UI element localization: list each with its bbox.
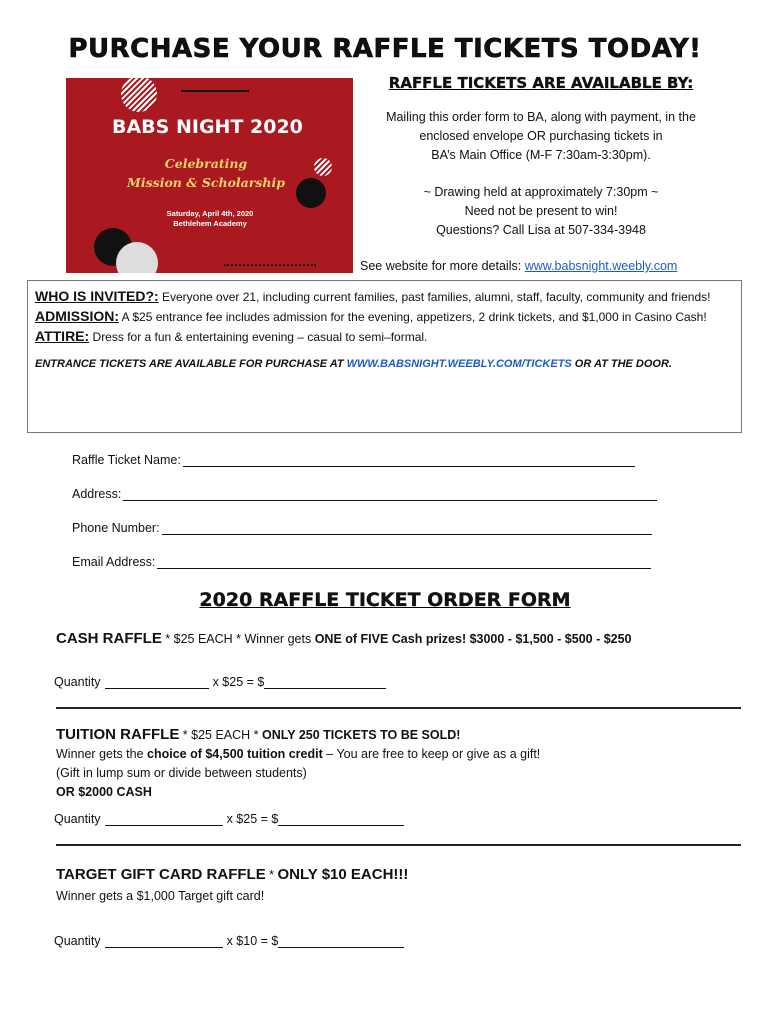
address-label: Address: — [72, 487, 122, 501]
admission-label: ADMISSION: — [35, 308, 119, 324]
tuition-winner-line — [56, 745, 540, 764]
phone-input[interactable] — [162, 520, 652, 535]
striped-circle-decoration — [121, 78, 157, 112]
tuition-raffle-heading — [56, 726, 460, 743]
tuition-raffle-name: TUITION RAFFLE — [56, 726, 180, 743]
availability-line: BA’s Main Office (M-F 7:30am-3:30pm). — [431, 148, 651, 162]
cash-quantity-input[interactable] — [105, 675, 209, 689]
target-quantity-label: Quantity — [54, 934, 101, 948]
entrance-tickets — [35, 355, 734, 374]
poster-date-text: Saturday, April 4th, 2020 — [166, 209, 254, 218]
availability-heading: RAFFLE TICKETS ARE AVAILABLE BY: — [388, 74, 694, 92]
raffle-name-input[interactable] — [183, 452, 635, 467]
phone-field — [72, 520, 652, 535]
tuition-winner-suffix: – You are free to keep or give as a gift! — [322, 747, 541, 761]
section-divider — [56, 844, 741, 846]
cash-raffle-price: * $25 EACH * Winner gets — [161, 632, 315, 646]
attire-text: Dress for a fun & entertaining evening – casual to semi–formal. — [89, 330, 428, 344]
event-poster — [66, 78, 353, 273]
tuition-quantity-label: Quantity — [54, 812, 101, 826]
cash-quantity-label: Quantity — [54, 675, 101, 689]
phone-label: Phone Number: — [72, 521, 160, 535]
tuition-quantity-row — [54, 812, 408, 826]
event-info-box — [27, 280, 742, 433]
drawing-info — [360, 183, 722, 240]
availability-line: Mailing this order form to BA, along with payment, in the — [386, 110, 696, 124]
target-raffle-price: ONLY $10 EACH!!! — [277, 866, 409, 883]
attire-label: ATTIRE: — [35, 328, 90, 344]
website-label: See website for more details: — [360, 259, 522, 273]
admission — [35, 307, 734, 327]
target-raffle-name: TARGET GIFT CARD RAFFLE — [56, 866, 266, 883]
address-field — [72, 486, 657, 501]
raffle-name-label: Raffle Ticket Name: — [72, 453, 181, 467]
gray-circle-decoration — [116, 242, 158, 273]
target-raffle-star: * — [265, 868, 278, 882]
cash-multiplier: x $25 = $ — [212, 675, 265, 689]
cash-raffle-name: CASH RAFFLE — [56, 630, 162, 647]
who-invited — [35, 287, 734, 307]
website-line — [360, 259, 677, 273]
page-title: PURCHASE YOUR RAFFLE TICKETS TODAY! — [68, 34, 702, 64]
email-input[interactable] — [157, 554, 651, 569]
drawing-time: ~ Drawing held at approximately 7:30pm ~ — [423, 185, 659, 199]
target-multiplier: x $10 = $ — [226, 934, 279, 948]
entrance-prefix: ENTRANCE TICKETS ARE AVAILABLE FOR PURCHASE AT — [35, 358, 347, 370]
cash-raffle-heading — [56, 630, 632, 647]
tuition-winner-prefix: Winner gets the — [56, 747, 148, 761]
availability-line: enclosed envelope OR purchasing tickets in — [419, 129, 663, 143]
cash-quantity-row — [54, 675, 390, 689]
poster-date — [140, 209, 280, 229]
poster-title: BABS NIGHT 2020 — [112, 116, 303, 138]
website-link[interactable]: www.babsnight.weebly.com — [524, 259, 678, 273]
section-divider — [56, 707, 741, 709]
cash-raffle-prizes: ONE of FIVE Cash prizes! $3000 - $1,500 - $500 - $250 — [314, 632, 632, 646]
tuition-gift-note: (Gift in lump sum or divide between students) — [56, 766, 307, 780]
poster-tagline — [126, 154, 286, 192]
tickets-link[interactable]: WWW.BABSNIGHT.WEEBLY.COM/TICKETS — [346, 358, 572, 370]
tuition-raffle-limit: ONLY 250 TICKETS TO BE SOLD! — [262, 728, 461, 742]
presence-note: Need not be present to win! — [464, 204, 618, 218]
raffle-name-field — [72, 452, 635, 467]
cash-total-input[interactable] — [264, 675, 386, 689]
poster-venue-text: Bethlehem Academy — [173, 219, 247, 228]
target-total-input[interactable] — [278, 934, 404, 948]
admission-text: A $25 entrance fee includes admission for the evening, appetizers, 2 drink tickets, and $1,000 in Casino Cash! — [119, 310, 707, 324]
poster-tagline-line1: Celebrating — [164, 156, 248, 171]
contact-line: Questions? Call Lisa at 507-334-3948 — [436, 223, 646, 237]
tuition-multiplier: x $25 = $ — [226, 812, 279, 826]
target-quantity-row — [54, 934, 408, 948]
tuition-raffle-price: * $25 EACH * — [179, 728, 263, 742]
tuition-quantity-input[interactable] — [105, 812, 223, 826]
entrance-suffix: OR AT THE DOOR. — [571, 358, 672, 370]
order-form-title: 2020 RAFFLE TICKET ORDER FORM — [199, 589, 571, 611]
target-raffle-heading — [56, 866, 408, 883]
tuition-total-input[interactable] — [278, 812, 404, 826]
tuition-raffle-details — [56, 745, 540, 802]
who-invited-text: Everyone over 21, including current families, past families, alumni, staff, faculty, community and friends! — [158, 290, 711, 304]
email-label: Email Address: — [72, 555, 156, 569]
striped-circle-decoration — [314, 158, 332, 176]
attire — [35, 327, 734, 347]
availability-text — [360, 108, 722, 165]
tuition-winner-prize: choice of $4,500 tuition credit — [147, 747, 323, 761]
target-winner-line: Winner gets a $1,000 Target gift card! — [56, 889, 265, 903]
address-input[interactable] — [123, 486, 657, 501]
email-field — [72, 554, 651, 569]
black-circle-decoration — [296, 178, 326, 208]
who-invited-label: WHO IS INVITED?: — [35, 288, 159, 304]
tuition-cash-alternative: OR $2000 CASH — [56, 785, 152, 799]
poster-tagline-line2: Mission & Scholarship — [127, 175, 285, 190]
poster-rule — [181, 90, 249, 92]
poster-dotted-rule — [224, 264, 316, 266]
target-quantity-input[interactable] — [105, 934, 223, 948]
